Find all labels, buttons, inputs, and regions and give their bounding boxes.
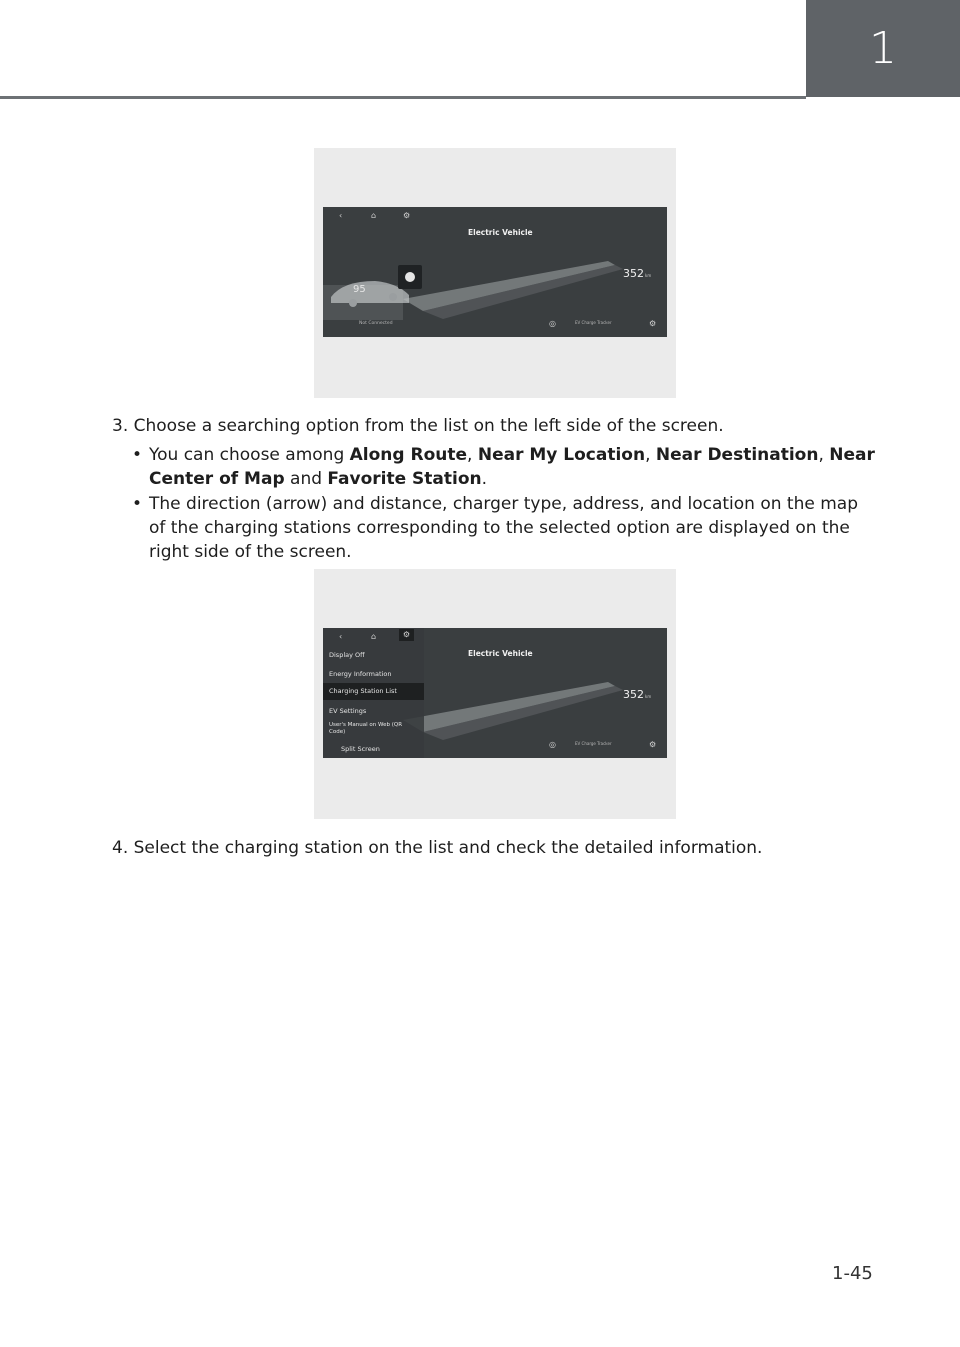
header-divider	[0, 96, 806, 99]
range-readout	[623, 267, 651, 280]
chapter-tab	[806, 0, 960, 97]
ev-screen	[323, 207, 667, 337]
step-3: 3. Choose a searching option from the list on the left side of the screen.	[112, 416, 724, 436]
back-icon[interactable]: ‹	[339, 632, 343, 641]
step-4: 4. Select the charging station on the list and check the detailed information.	[112, 838, 763, 858]
page-number: 1-45	[832, 1263, 873, 1284]
ev-charge-tracker-label[interactable]: EV Charge Tracker	[575, 320, 612, 325]
home-icon[interactable]: ⌂	[371, 211, 377, 220]
range-unit: km	[645, 694, 652, 699]
bullet-station-info: • The direction (arrow) and distance, charger type, address, and location on the map of the charging stations corresponding to the selected option are displayed on the right side of the screen.	[132, 494, 858, 562]
range-unit: km	[645, 273, 652, 278]
charge-icon[interactable]: ◎	[549, 740, 556, 749]
menu-item-ev-settings[interactable]: EV Settings	[329, 707, 367, 715]
range-value: 352	[623, 267, 644, 280]
gear-icon[interactable]: ⚙	[649, 319, 657, 328]
connection-status: Not Connected	[359, 321, 393, 326]
menu-item-energy-information[interactable]: Energy Information	[329, 670, 392, 678]
settings-icon[interactable]: ⚙	[399, 629, 414, 641]
menu-item-display-off[interactable]: Display Off	[329, 651, 365, 659]
home-icon[interactable]: ⌂	[371, 632, 377, 641]
range-value: 352	[623, 688, 644, 701]
menu-item-split-screen[interactable]: Split Screen	[341, 745, 380, 753]
chapter-number: 1	[869, 23, 897, 74]
menu-item-users-manual[interactable]: User's Manual on Web (QR Code)	[329, 722, 403, 735]
settings-icon[interactable]: ⚙	[403, 211, 411, 220]
bullet-icon: •	[132, 445, 143, 465]
figure-ev-main-screen	[314, 148, 676, 398]
back-icon[interactable]: ‹	[339, 211, 343, 220]
menu-item-charging-station-list[interactable]: Charging Station List	[323, 683, 424, 700]
screen-title: Electric Vehicle	[468, 228, 533, 237]
bullet-icon: •	[132, 494, 143, 514]
ev-charge-tracker-label[interactable]: EV Charge Tracker	[575, 741, 612, 746]
bullet-search-options: • You can choose among Along Route, Near My Location, Near Destination, Near Center of Map and Favorite Station.	[132, 445, 875, 489]
road-graphic	[323, 207, 667, 337]
range-readout	[623, 688, 651, 701]
figure-ev-menu-screen	[314, 569, 676, 819]
screen-title: Electric Vehicle	[468, 649, 533, 658]
charge-icon[interactable]: ◎	[549, 319, 556, 328]
car-display-value: 95	[353, 284, 366, 295]
gear-icon[interactable]: ⚙	[649, 740, 657, 749]
ev-screen-menu	[323, 628, 667, 758]
